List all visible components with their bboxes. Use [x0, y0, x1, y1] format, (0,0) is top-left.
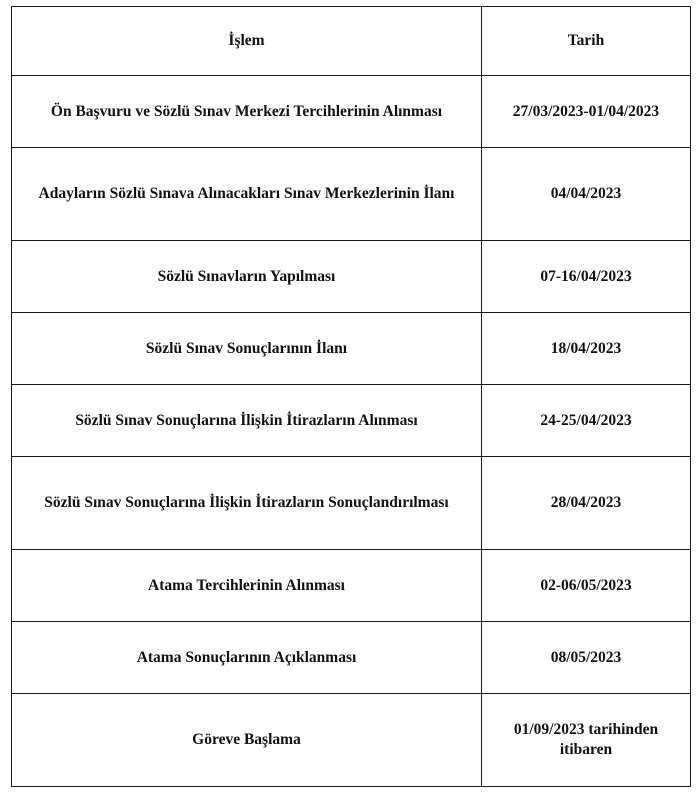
table-row — [12, 241, 691, 313]
table-row — [12, 457, 691, 550]
tarih-cell: 27/03/2023-01/04/2023 — [482, 76, 691, 148]
islem-cell: Sözlü Sınavların Yapılması — [12, 241, 482, 313]
header-islem: İşlem — [12, 7, 482, 76]
islem-cell: Adayların Sözlü Sınava Alınacakları Sınav Merkezlerinin İlanı — [12, 148, 482, 241]
table-row — [12, 76, 691, 148]
islem-cell: Sözlü Sınav Sonuçlarına İlişkin İtirazların Alınması — [12, 385, 482, 457]
tarih-cell: 18/04/2023 — [482, 313, 691, 385]
table-row — [12, 385, 691, 457]
tarih-cell: 04/04/2023 — [482, 148, 691, 241]
islem-cell: Göreve Başlama — [12, 694, 482, 787]
table-row — [12, 550, 691, 622]
tarih-cell: 24-25/04/2023 — [482, 385, 691, 457]
schedule-table — [11, 6, 691, 787]
islem-cell: Sözlü Sınav Sonuçlarının İlanı — [12, 313, 482, 385]
tarih-cell: 08/05/2023 — [482, 622, 691, 694]
islem-cell: Atama Tercihlerinin Alınması — [12, 550, 482, 622]
tarih-cell: 07-16/04/2023 — [482, 241, 691, 313]
tarih-cell: 02-06/05/2023 — [482, 550, 691, 622]
table-header-row — [12, 7, 691, 76]
table-row — [12, 622, 691, 694]
header-tarih: Tarih — [482, 7, 691, 76]
table-row — [12, 148, 691, 241]
table-row — [12, 694, 691, 787]
islem-cell: Ön Başvuru ve Sözlü Sınav Merkezi Tercihlerinin Alınması — [12, 76, 482, 148]
islem-cell: Atama Sonuçlarının Açıklanması — [12, 622, 482, 694]
islem-cell: Sözlü Sınav Sonuçlarına İlişkin İtirazların Sonuçlandırılması — [12, 457, 482, 550]
table-row — [12, 313, 691, 385]
tarih-cell: 01/09/2023 tarihinden itibaren — [482, 694, 691, 787]
tarih-cell: 28/04/2023 — [482, 457, 691, 550]
